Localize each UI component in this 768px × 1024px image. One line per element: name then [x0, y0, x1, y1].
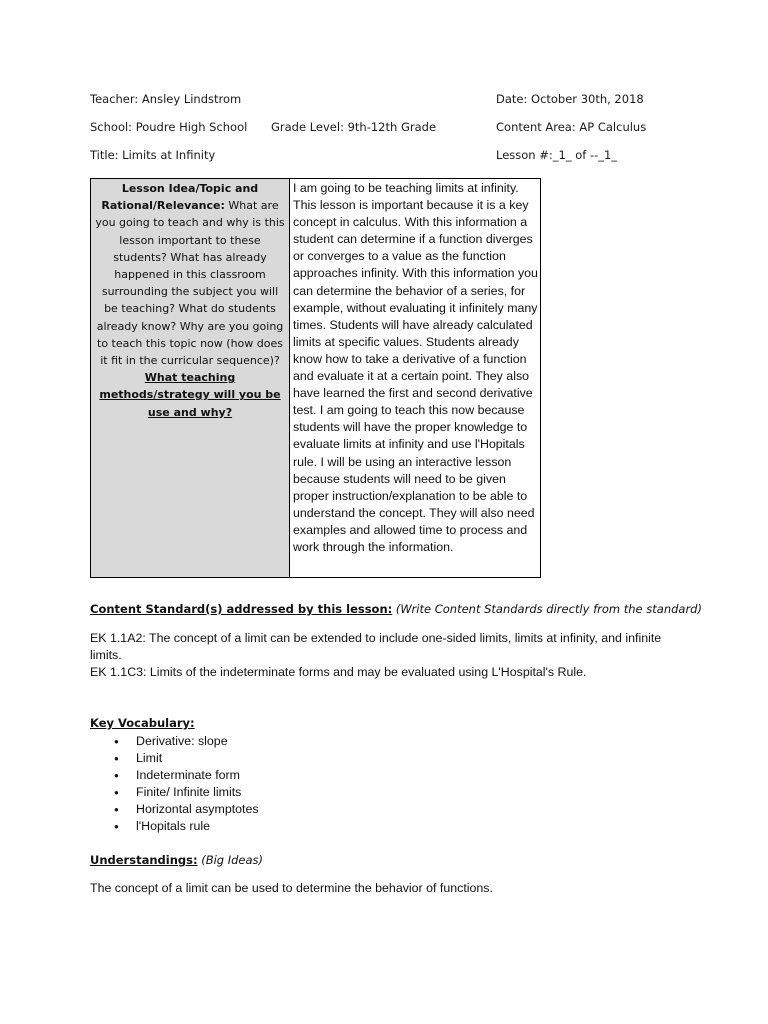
lesson-number-line: Lesson #:_1_ of --_1_ [496, 148, 618, 162]
grade-level-line: Grade Level: 9th-12th Grade [271, 120, 437, 134]
understandings-title: Understandings: [90, 853, 198, 867]
lesson-idea-response-cell: I am going to be teaching limits at infinity. This lesson is important because it is a key concept in calculus. With this information a student can determine if a function diverges or converges to a value as the function approaches infinity. With this information you can determine the behavior of a series, for example, without evaluating it infinitely many times. Students will have already calculated limits at specific values. Students already know how to take a derivative of a function and evaluate it at a certain point. They also have learned the first and second derivative test. I am going to teach this now because students will have the proper knowledge to evaluate limits at infinity and use l'Hopitals rule. I will be using an interactive lesson because students will need to be given proper instruction/explanation to be able to understand the concept. They will also need examples and allowed time to process and work through the information. [293, 181, 538, 554]
list-item: ● Limit [90, 750, 259, 767]
lesson-idea-prompt-questions: What are you going to teach and why is this lesson important to these students? What has already happened in this classroom surrounding the subject you will be teaching? What do students already know? Why are you going to teach this topic now (how does it fit in the curricular sequence)? [95, 199, 285, 368]
content-area-line: Content Area: AP Calculus [496, 120, 647, 134]
list-item: ● Indeterminate form [90, 767, 259, 784]
content-standards-note: (Write Content Standards directly from the standard) [395, 602, 702, 616]
teacher-line: Teacher: Ansley Lindstrom [90, 92, 242, 106]
list-item: ● Finite/ Infinite limits [90, 784, 259, 801]
teaching-methods-prompt: What teaching methods/strategy will you be use and why? [99, 371, 281, 419]
list-item: ● Derivative: slope [90, 733, 259, 750]
understandings-heading [90, 853, 263, 867]
understandings-note: (Big Ideas) [201, 853, 264, 867]
vocabulary-list [90, 733, 259, 835]
title-line: Title: Limits at Infinity [90, 148, 216, 162]
lesson-idea-prompt-heading: Lesson Idea/Topic and Rational/Relevance: [101, 182, 259, 213]
standard-ek-1-1c3: EK 1.1C3: Limits of the indeterminate forms and may be evaluated using L'Hospital's Rule. [90, 665, 587, 679]
lesson-idea-prompt-cell [91, 179, 290, 577]
content-standards-heading [90, 602, 702, 616]
list-item: ● l'Hopitals rule [90, 818, 259, 835]
key-vocabulary-heading [90, 716, 195, 730]
date-line: Date: October 30th, 2018 [496, 92, 644, 106]
standard-ek-1-1a2: EK 1.1A2: The concept of a limit can be extended to include one-sided limits, limits at infinity, and infinite limits. [90, 631, 662, 662]
key-vocabulary-title: Key Vocabulary: [90, 716, 195, 730]
school-line: School: Poudre High School [90, 120, 248, 134]
understandings-text: The concept of a limit can be used to determine the behavior of functions. [90, 881, 493, 895]
list-item: ● Horizontal asymptotes [90, 801, 259, 818]
content-standards-title: Content Standard(s) addressed by this lesson: [90, 602, 393, 616]
lesson-idea-table [90, 178, 541, 578]
